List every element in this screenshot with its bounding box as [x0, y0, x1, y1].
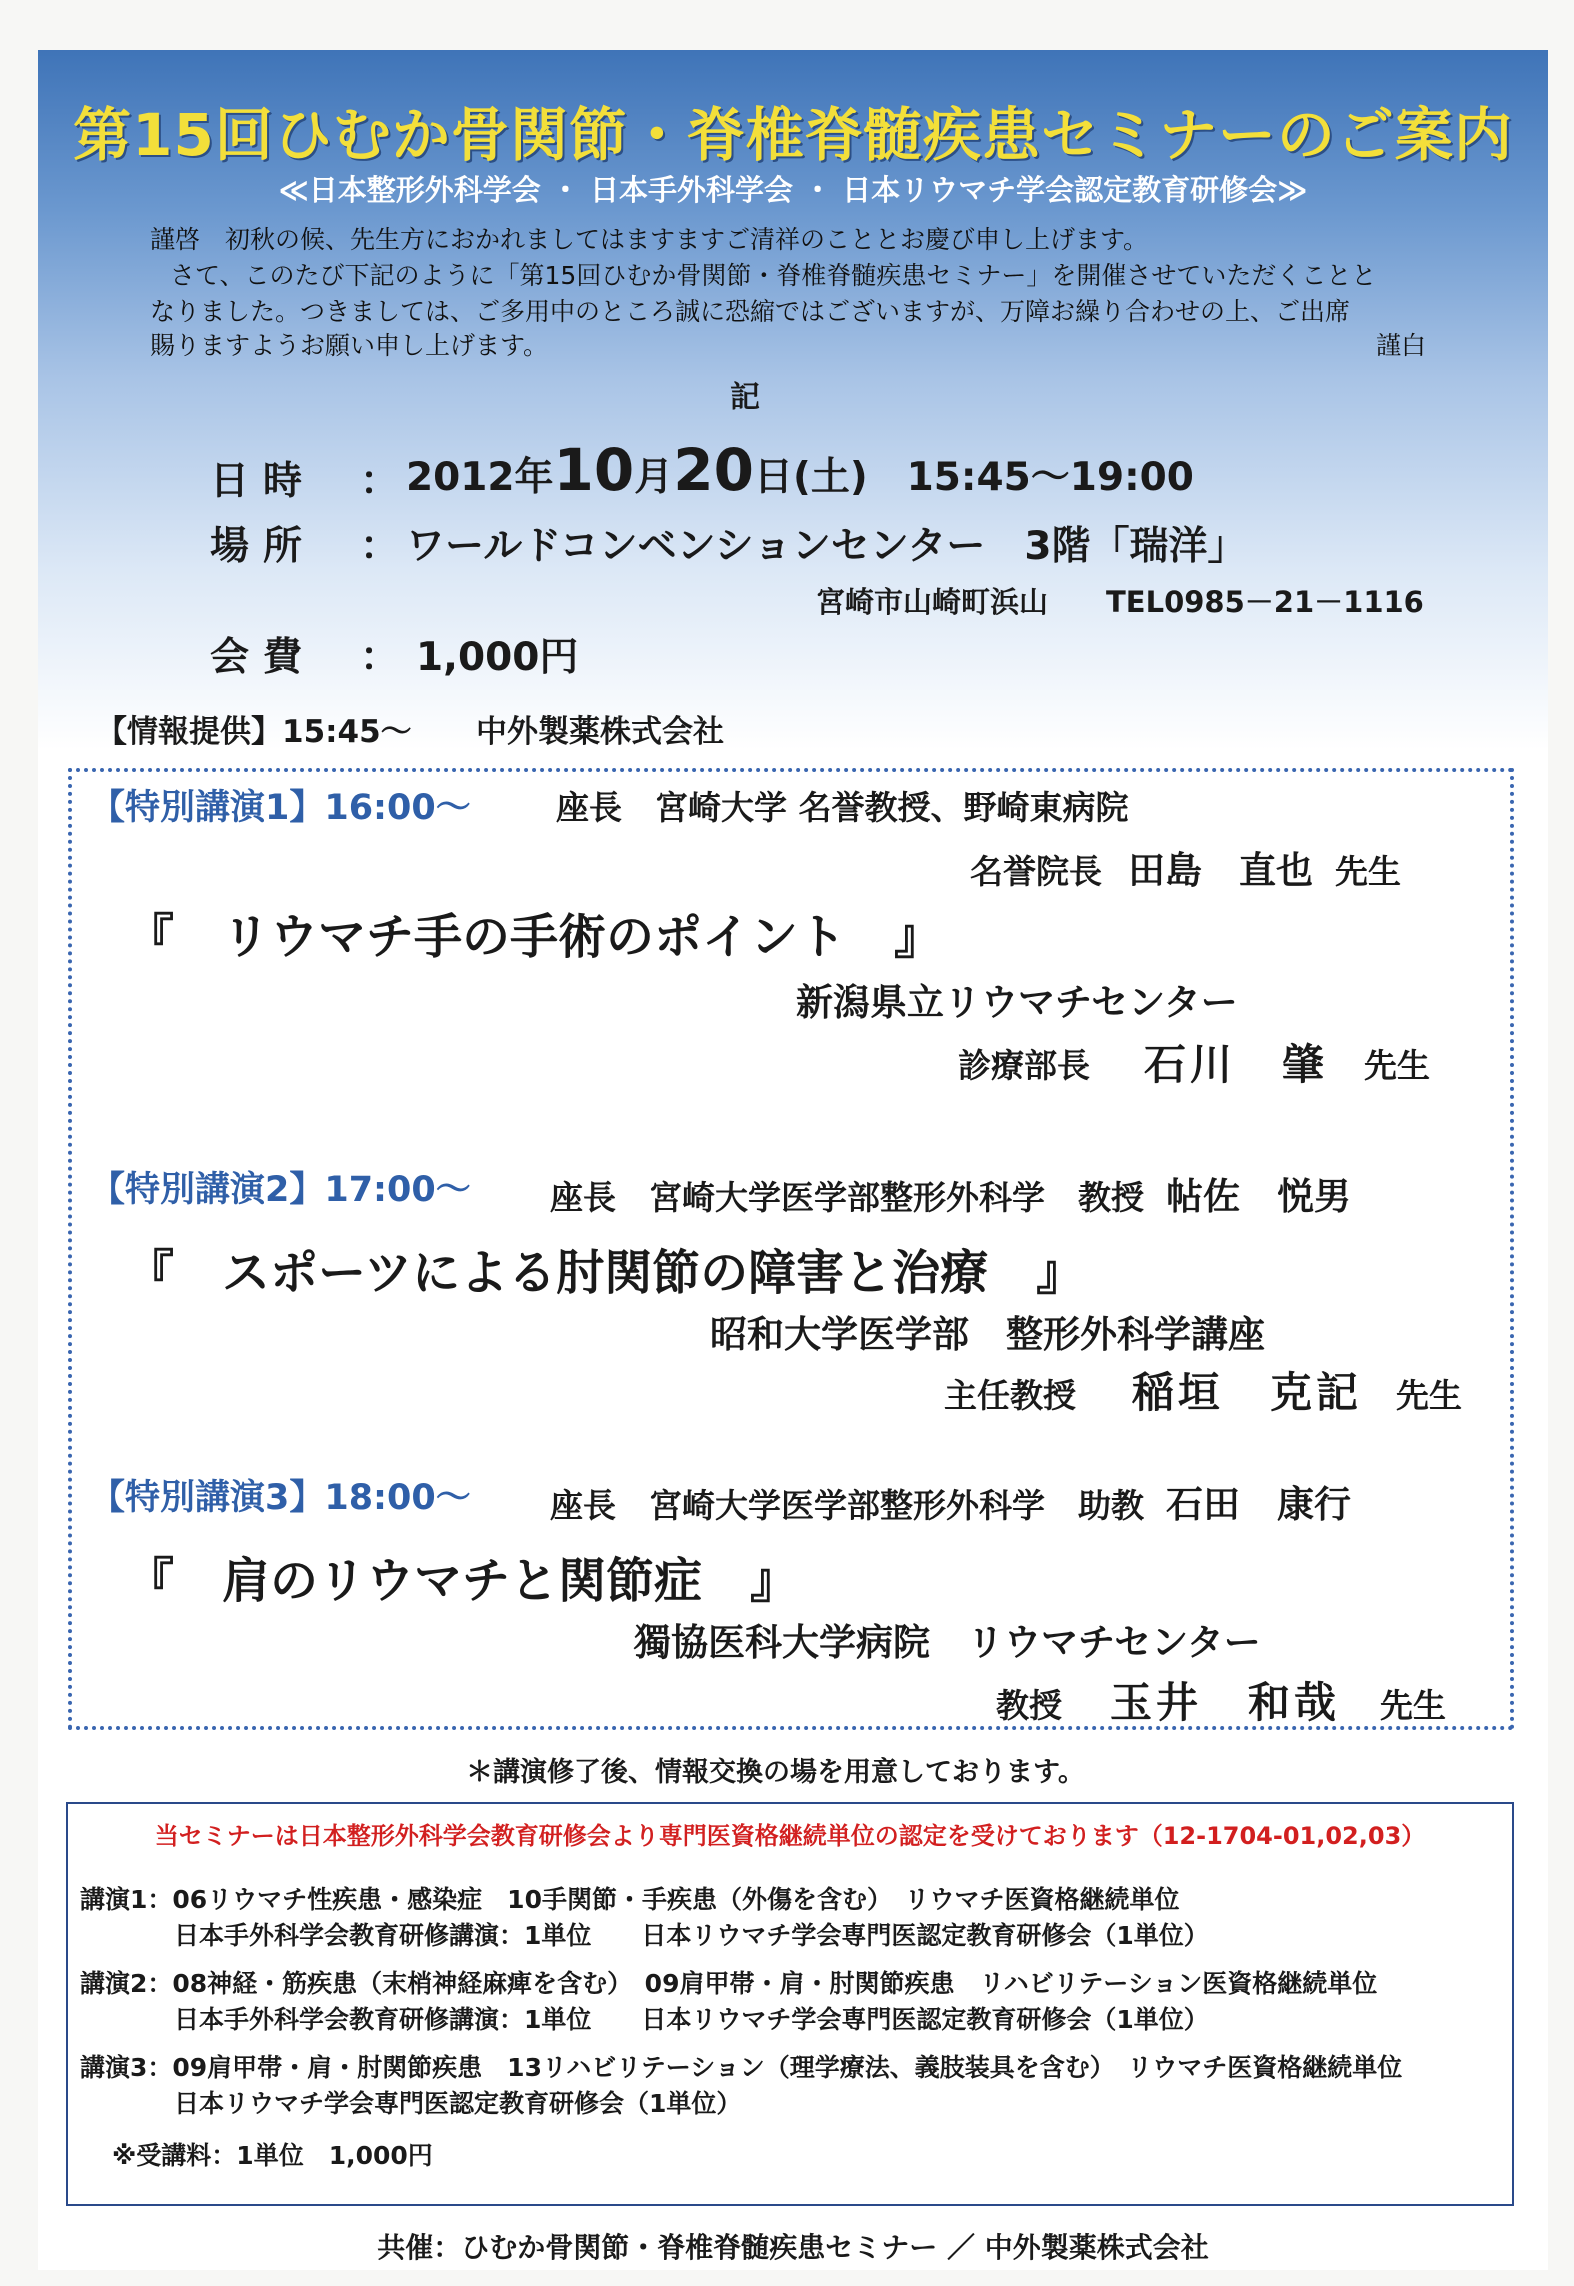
lecture-2-tag: 【特別講演2】17:00～ [90, 1170, 471, 1210]
date-time: (土) 15:45～19:00 [793, 455, 1194, 500]
place-value: ワールドコンベンションセンター 3階「瑞洋」 [406, 524, 1247, 569]
greeting-line-1: 謹啓 初秋の候、先生方におかれましてはますますご清祥のこととお慶び申し上げます。 [150, 225, 1149, 254]
greeting-line-4: 賜りますようお願い申し上げます。 [150, 331, 549, 360]
lecture-1-chair-honorific: 先生 [1335, 852, 1401, 891]
lecture-3-tag: 【特別講演3】18:00～ [90, 1478, 471, 1518]
page-title: 第15回ひむか骨関節・脊椎脊髄疾患セミナーのご案内 [73, 101, 1513, 169]
lecture-2-chair [550, 1166, 1351, 1220]
ki-marker: 記 [730, 380, 760, 415]
credits-lecture-1-b: 日本手外科学会教育研修講演：1単位 日本リウマチ学会専門医認定教育研修会（1単位） [174, 1921, 1209, 1950]
post-lecture-note: ＊講演修了後、情報交換の場を用意しております。 [466, 1757, 1085, 1788]
lecture-1-chair-position [970, 840, 1401, 894]
greeting-line-2: さて、このたび下記のように「第15回ひむか骨関節・脊椎脊髄疾患セミナー」を開催させていただくことと [170, 261, 1377, 290]
credits-lecture-3-a: 講演3：09肩甲帯・肩・肘関節疾患 13リハビリテーション（理学療法、義肢装具を含む） リウマチ医資格継続単位 [80, 2053, 1403, 2082]
lecture-2-affiliation: 昭和大学医学部 整形外科学講座 [710, 1313, 1265, 1356]
greeting-line-3: なりました。つきましては、ご多用中のところ誠に恐縮ではございますが、万障お繰り合わせの上、ご出席 [150, 297, 1351, 326]
credits-lecture-1-a: 講演1：06リウマチ性疾患・感染症 10手関節・手疾患（外傷を含む） リウマチ医資格継続単位 [80, 1885, 1180, 1914]
credits-heading: 当セミナーは日本整形外科学会教育研修会より専門医資格継続単位の認定を受けております（12-1704-01,02,03） [154, 1822, 1426, 1850]
credits-lecture-3-b: 日本リウマチ学会専門医認定教育研修会（1単位） [174, 2089, 742, 2118]
credits-lecture-2-b: 日本手外科学会教育研修講演：1単位 日本リウマチ学会専門医認定教育研修会（1単位） [174, 2005, 1209, 2034]
lecture-2-chair-line: 座長 宮崎大学医学部整形外科学 教授 [550, 1178, 1144, 1217]
cosponsor-footer: 共催：ひむか骨関節・脊椎脊髄疾患セミナー ／ 中外製薬株式会社 [377, 2231, 1209, 2264]
lecture-1-speaker-honorific: 先生 [1364, 1046, 1430, 1085]
lecture-3-title: 『 肩のリウマチと関節症 』 [126, 1553, 799, 1609]
lecture-1-chair: 座長 宮崎大学 名誉教授、野崎東病院 [556, 788, 1129, 827]
lecture-1-tag: 【特別講演1】16:00～ [90, 788, 471, 828]
fee-value: 1,000円 [416, 635, 579, 680]
date-day: 20 [673, 436, 754, 504]
lecture-2-speaker-name: 稲垣 克記 [1132, 1368, 1363, 1417]
date-value [406, 436, 1194, 504]
page-subtitle: ≪日本整形外科学会 ・ 日本手外科学会 ・ 日本リウマチ学会認定教育研修会≫ [278, 173, 1308, 207]
lecture-1-speaker-position: 診療部長 [958, 1046, 1090, 1085]
lecture-3-speaker-honorific: 先生 [1380, 1686, 1446, 1725]
lecture-1-affiliation: 新潟県立リウマチセンター [796, 981, 1238, 1024]
info-provision-company: 中外製薬株式会社 [476, 714, 724, 750]
date-label: 日時 [210, 459, 317, 504]
lecture-3-speaker-position: 教授 [996, 1686, 1062, 1725]
lecture-2-title: 『 スポーツによる肘関節の障害と治療 』 [126, 1245, 1085, 1301]
lecture-3-chair-name: 石田 康行 [1166, 1483, 1351, 1526]
date-month: 10 [553, 436, 635, 504]
date-year: 2012年 [406, 455, 554, 500]
flyer-sheet [38, 50, 1548, 2270]
venue-address: 宮崎市山崎町浜山 TEL0985－21－1116 [816, 585, 1424, 619]
place-label: 場所 [210, 524, 317, 569]
lecture-1-title: 『 リウマチ手の手術のポイント 』 [126, 909, 943, 965]
info-provision-label: 【情報提供】15:45～ [96, 714, 412, 750]
greeting-closing: 謹白 [1376, 331, 1427, 360]
credits-fee-note: ※受講料：1単位 1,000円 [112, 2141, 433, 2170]
lecture-1-chair-pos: 名誉院長 [970, 852, 1102, 891]
lecture-2-speaker-honorific: 先生 [1396, 1376, 1462, 1415]
place-colon: ： [360, 524, 400, 569]
credits-lecture-2-a: 講演2：08神経・筋疾患（末梢神経麻痺を含む） 09肩甲帯・肩・肘関節疾患 リハビリテーション医資格継続単位 [80, 1969, 1378, 1998]
lecture-1-speaker-name: 石川 肇 [1144, 1040, 1329, 1089]
date-day-unit: 日 [754, 455, 794, 500]
lecture-3-affiliation: 獨協医科大学病院 リウマチセンター [634, 1621, 1261, 1664]
lecture-3-speaker-name: 玉井 和哉 [1110, 1678, 1341, 1727]
lecture-1-chair-name: 田島 直也 [1128, 849, 1313, 892]
lecture-3-chair-line: 座長 宮崎大学医学部整形外科学 助教 [550, 1486, 1144, 1525]
lecture-2-chair-name: 帖佐 悦男 [1166, 1175, 1351, 1218]
lecture-3-chair [550, 1474, 1351, 1528]
lecture-2-speaker-position: 主任教授 [944, 1376, 1076, 1415]
date-colon: ： [360, 459, 400, 504]
fee-label: 会費 [210, 635, 317, 680]
fee-colon: ： [360, 635, 400, 680]
date-month-unit: 月 [634, 455, 674, 500]
